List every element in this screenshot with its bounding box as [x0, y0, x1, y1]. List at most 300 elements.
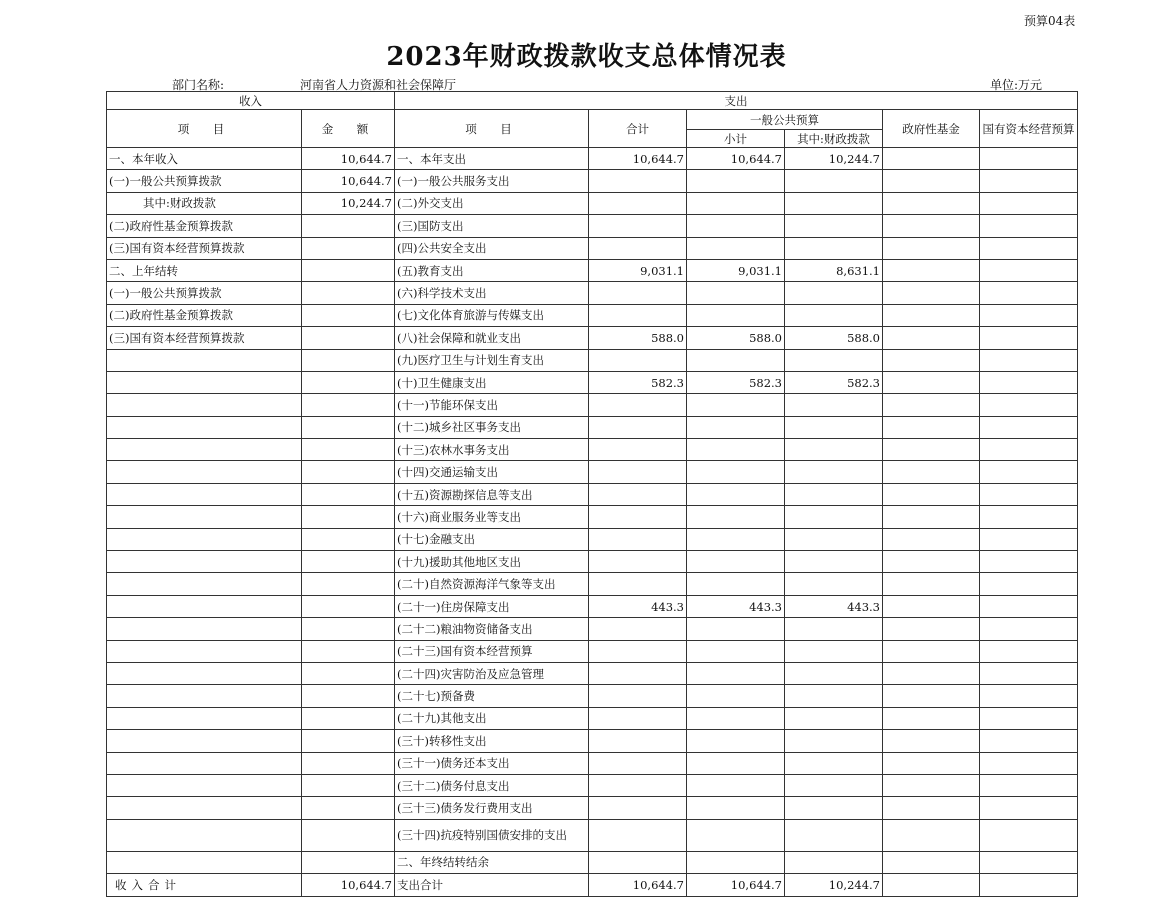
- expense-item-cell: (三十四)抗疫特别国债安排的支出: [395, 819, 589, 851]
- state-capital-cell: [980, 551, 1078, 573]
- fiscal-appropriation-cell: [785, 551, 883, 573]
- gov-fund-cell: [883, 573, 980, 595]
- income-amount-cell: [302, 483, 395, 505]
- gov-fund-cell: [883, 349, 980, 371]
- expense-total-cell: [589, 282, 687, 304]
- gov-fund-cell: [883, 595, 980, 617]
- table-row: [107, 774, 1078, 796]
- gov-fund-cell: [883, 394, 980, 416]
- table-row: [107, 439, 1078, 461]
- fiscal-appropriation-cell: [785, 730, 883, 752]
- fiscal-appropriation-cell: [785, 851, 883, 873]
- income-item-header: 项 目: [107, 110, 302, 148]
- expense-total-cell: [589, 237, 687, 259]
- gov-fund-cell: [883, 851, 980, 873]
- income-item-cell: 二、上年结转: [107, 259, 302, 281]
- state-capital-cell: [980, 192, 1078, 214]
- expense-item-cell: (六)科学技术支出: [395, 282, 589, 304]
- gov-fund-cell: [883, 215, 980, 237]
- expense-item-cell: (十七)金融支出: [395, 528, 589, 550]
- general-subtotal-cell: [687, 851, 785, 873]
- state-capital-cell: [980, 662, 1078, 684]
- gov-fund-cell: [883, 416, 980, 438]
- table-row: [107, 797, 1078, 819]
- income-item-cell: 其中:财政拨款: [107, 192, 302, 214]
- gov-fund-cell: [883, 483, 980, 505]
- fiscal-appropriation-cell: 10,244.7: [785, 874, 883, 896]
- income-item-cell: [107, 618, 302, 640]
- general-subtotal-cell: 443.3: [687, 595, 785, 617]
- expense-total-cell: [589, 439, 687, 461]
- general-subtotal-cell: [687, 573, 785, 595]
- fiscal-appropriation-cell: [785, 215, 883, 237]
- fiscal-appropriation-cell: [785, 640, 883, 662]
- expense-item-cell: (二十一)住房保障支出: [395, 595, 589, 617]
- income-amount-cell: [302, 774, 395, 796]
- table-row: [107, 707, 1078, 729]
- table-row: [107, 371, 1078, 393]
- gov-fund-cell: [883, 707, 980, 729]
- income-item-cell: [107, 461, 302, 483]
- income-amount-cell: [302, 416, 395, 438]
- expense-item-header: 项 目: [395, 110, 589, 148]
- income-item-cell: [107, 483, 302, 505]
- income-item-cell: [107, 797, 302, 819]
- gov-fund-cell: [883, 237, 980, 259]
- income-item-cell: (二)政府性基金预算拨款: [107, 215, 302, 237]
- state-capital-cell: [980, 237, 1078, 259]
- fiscal-appropriation-cell: [785, 752, 883, 774]
- expense-item-cell: 支出合计: [395, 874, 589, 896]
- total-header: 合计: [589, 110, 687, 148]
- income-item-cell: [107, 595, 302, 617]
- expense-item-cell: (八)社会保障和就业支出: [395, 327, 589, 349]
- gov-fund-cell: [883, 439, 980, 461]
- income-item-cell: [107, 551, 302, 573]
- expense-total-cell: [589, 192, 687, 214]
- state-capital-cell: [980, 439, 1078, 461]
- state-capital-header: 国有资本经营预算: [980, 110, 1078, 148]
- gov-fund-cell: [883, 618, 980, 640]
- expense-total-cell: [589, 528, 687, 550]
- gov-fund-cell: [883, 192, 980, 214]
- general-subtotal-cell: [687, 730, 785, 752]
- state-capital-cell: [980, 573, 1078, 595]
- state-capital-cell: [980, 148, 1078, 170]
- expense-header: 支出: [395, 92, 1078, 110]
- income-item-cell: [107, 819, 302, 851]
- income-item-cell: [107, 640, 302, 662]
- income-item-cell: 收入合计: [107, 874, 302, 896]
- table-row: [107, 215, 1078, 237]
- gov-fund-cell: [883, 461, 980, 483]
- income-amount-cell: [302, 439, 395, 461]
- income-amount-cell: [302, 752, 395, 774]
- expense-item-cell: (三)国防支出: [395, 215, 589, 237]
- expense-total-cell: [589, 819, 687, 851]
- expense-item-cell: (二十)自然资源海洋气象等支出: [395, 573, 589, 595]
- gov-fund-cell: [883, 551, 980, 573]
- table-row: [107, 730, 1078, 752]
- general-subtotal-cell: [687, 797, 785, 819]
- state-capital-cell: [980, 394, 1078, 416]
- fiscal-appropriation-cell: [785, 774, 883, 796]
- expense-item-cell: (十五)资源勘探信息等支出: [395, 483, 589, 505]
- fiscal-appropriation-cell: [785, 394, 883, 416]
- state-capital-cell: [980, 752, 1078, 774]
- income-item-cell: (一)一般公共预算拨款: [107, 282, 302, 304]
- gov-fund-cell: [883, 797, 980, 819]
- expense-item-cell: (十一)节能环保支出: [395, 394, 589, 416]
- general-subtotal-cell: [687, 551, 785, 573]
- income-item-cell: [107, 774, 302, 796]
- income-amount-cell: [302, 797, 395, 819]
- fiscal-appropriation-cell: [785, 170, 883, 192]
- general-subtotal-cell: [687, 685, 785, 707]
- expense-total-cell: [589, 349, 687, 371]
- gov-fund-cell: [883, 170, 980, 192]
- general-subtotal-cell: 9,031.1: [687, 259, 785, 281]
- fiscal-appropriation-cell: 443.3: [785, 595, 883, 617]
- table-row: [107, 528, 1078, 550]
- income-header: 收入: [107, 92, 395, 110]
- expense-item-cell: (三十一)债务还本支出: [395, 752, 589, 774]
- state-capital-cell: [980, 483, 1078, 505]
- fiscal-appropriation-cell: [785, 282, 883, 304]
- expense-total-cell: [589, 851, 687, 873]
- expense-total-cell: [589, 304, 687, 326]
- income-amount-cell: [302, 595, 395, 617]
- table-row: [107, 170, 1078, 192]
- expense-item-cell: (十四)交通运输支出: [395, 461, 589, 483]
- expense-item-cell: (七)文化体育旅游与传媒支出: [395, 304, 589, 326]
- income-amount-cell: [302, 371, 395, 393]
- state-capital-cell: [980, 685, 1078, 707]
- fiscal-appropriation-cell: [785, 662, 883, 684]
- expense-total-cell: [589, 618, 687, 640]
- income-amount-cell: [302, 851, 395, 873]
- expense-total-cell: [589, 170, 687, 192]
- income-amount-cell: [302, 461, 395, 483]
- income-item-cell: [107, 662, 302, 684]
- gov-fund-cell: [883, 327, 980, 349]
- fiscal-appropriation-cell: [785, 707, 883, 729]
- fiscal-appropriation-cell: 10,244.7: [785, 148, 883, 170]
- expense-item-cell: 一、本年支出: [395, 148, 589, 170]
- table-row: [107, 282, 1078, 304]
- fiscal-appropriation-cell: [785, 439, 883, 461]
- income-amount-cell: [302, 259, 395, 281]
- expense-total-cell: [589, 685, 687, 707]
- general-subtotal-cell: [687, 282, 785, 304]
- expense-item-cell: (三十三)债务发行费用支出: [395, 797, 589, 819]
- expense-item-cell: (二)外交支出: [395, 192, 589, 214]
- income-item-cell: [107, 730, 302, 752]
- expense-item-cell: (三十二)债务付息支出: [395, 774, 589, 796]
- table-row: [107, 851, 1078, 873]
- expense-item-cell: (二十四)灾害防治及应急管理: [395, 662, 589, 684]
- income-amount-cell: [302, 730, 395, 752]
- gov-fund-cell: [883, 259, 980, 281]
- general-subtotal-cell: [687, 192, 785, 214]
- general-subtotal-cell: [687, 662, 785, 684]
- expense-total-cell: [589, 752, 687, 774]
- expense-item-cell: (二十二)粮油物资储备支出: [395, 618, 589, 640]
- expense-total-cell: [589, 461, 687, 483]
- income-amount-cell: [302, 327, 395, 349]
- income-amount-cell: [302, 237, 395, 259]
- form-number: 预算04表: [1024, 14, 1076, 28]
- income-item-cell: [107, 371, 302, 393]
- fiscal-appropriation-cell: [785, 349, 883, 371]
- state-capital-cell: [980, 874, 1078, 896]
- income-item-cell: [107, 573, 302, 595]
- income-item-cell: (三)国有资本经营预算拨款: [107, 237, 302, 259]
- expense-total-cell: [589, 573, 687, 595]
- general-subtotal-cell: [687, 618, 785, 640]
- fiscal-appropriation-cell: [785, 685, 883, 707]
- income-amount-cell: 10,244.7: [302, 192, 395, 214]
- income-amount-cell: [302, 618, 395, 640]
- expense-item-cell: (十二)城乡社区事务支出: [395, 416, 589, 438]
- expense-total-cell: 10,644.7: [589, 148, 687, 170]
- income-item-cell: 一、本年收入: [107, 148, 302, 170]
- income-amount-cell: 10,644.7: [302, 148, 395, 170]
- general-subtotal-cell: [687, 439, 785, 461]
- expense-item-cell: (九)医疗卫生与计划生育支出: [395, 349, 589, 371]
- expense-item-cell: (四)公共安全支出: [395, 237, 589, 259]
- fiscal-appropriation-cell: 8,631.1: [785, 259, 883, 281]
- income-amount-cell: [302, 707, 395, 729]
- expense-total-cell: [589, 506, 687, 528]
- fiscal-appropriation-cell: [785, 483, 883, 505]
- state-capital-cell: [980, 259, 1078, 281]
- gov-fund-cell: [883, 304, 980, 326]
- fiscal-appropriation-cell: [785, 618, 883, 640]
- gov-fund-cell: [883, 874, 980, 896]
- expense-total-cell: 10,644.7: [589, 874, 687, 896]
- income-item-cell: (二)政府性基金预算拨款: [107, 304, 302, 326]
- fiscal-appropriation-cell: [785, 237, 883, 259]
- expense-item-cell: 二、年终结转结余: [395, 851, 589, 873]
- table-row: [107, 237, 1078, 259]
- income-amount-cell: [302, 662, 395, 684]
- income-amount-cell: [302, 685, 395, 707]
- expense-total-cell: [589, 774, 687, 796]
- table-row: [107, 416, 1078, 438]
- fiscal-appropriation-cell: [785, 797, 883, 819]
- table-row: [107, 551, 1078, 573]
- general-subtotal-cell: [687, 170, 785, 192]
- expense-item-cell: (十三)农林水事务支出: [395, 439, 589, 461]
- state-capital-cell: [980, 282, 1078, 304]
- expense-item-cell: (一)一般公共服务支出: [395, 170, 589, 192]
- table-row: [107, 349, 1078, 371]
- table-row: [107, 192, 1078, 214]
- income-amount-cell: [302, 349, 395, 371]
- table-row: [107, 640, 1078, 662]
- gov-fund-cell: [883, 662, 980, 684]
- state-capital-cell: [980, 170, 1078, 192]
- general-budget-header: 一般公共预算: [687, 110, 883, 130]
- expense-total-cell: [589, 662, 687, 684]
- state-capital-cell: [980, 349, 1078, 371]
- general-subtotal-cell: [687, 640, 785, 662]
- expense-item-cell: (五)教育支出: [395, 259, 589, 281]
- state-capital-cell: [980, 707, 1078, 729]
- general-subtotal-cell: 582.3: [687, 371, 785, 393]
- income-item-cell: [107, 349, 302, 371]
- expense-total-cell: [589, 483, 687, 505]
- general-subtotal-cell: [687, 483, 785, 505]
- department-name: 河南省人力资源和社会保障厅: [300, 78, 457, 92]
- table-row: [107, 506, 1078, 528]
- fiscal-appropriation-header: 其中:财政拨款: [785, 130, 883, 148]
- table-row: [107, 461, 1078, 483]
- income-item-cell: [107, 707, 302, 729]
- expense-total-cell: 588.0: [589, 327, 687, 349]
- expense-total-cell: [589, 551, 687, 573]
- general-subtotal-cell: [687, 819, 785, 851]
- expense-item-cell: (十九)援助其他地区支出: [395, 551, 589, 573]
- table-row: [107, 618, 1078, 640]
- unit-label: 单位:万元: [990, 78, 1043, 92]
- department-label: 部门名称:: [172, 78, 225, 92]
- expense-item-cell: (二十九)其他支出: [395, 707, 589, 729]
- general-subtotal-cell: [687, 416, 785, 438]
- general-subtotal-cell: [687, 774, 785, 796]
- expense-total-cell: [589, 640, 687, 662]
- expense-total-cell: 443.3: [589, 595, 687, 617]
- expense-total-cell: [589, 215, 687, 237]
- table-row: [107, 819, 1078, 851]
- table-row: [107, 595, 1078, 617]
- state-capital-cell: [980, 797, 1078, 819]
- income-amount-cell: [302, 528, 395, 550]
- gov-fund-cell: [883, 752, 980, 774]
- general-subtotal-cell: [687, 237, 785, 259]
- expense-total-cell: [589, 707, 687, 729]
- gov-fund-cell: [883, 730, 980, 752]
- gov-fund-cell: [883, 819, 980, 851]
- income-item-cell: [107, 752, 302, 774]
- income-item-cell: [107, 528, 302, 550]
- page-title: 2023年财政拨款收支总体情况表: [386, 42, 787, 72]
- general-subtotal-cell: [687, 304, 785, 326]
- state-capital-cell: [980, 774, 1078, 796]
- income-amount-cell: [302, 215, 395, 237]
- fiscal-appropriation-cell: [785, 819, 883, 851]
- income-amount-cell: [302, 819, 395, 851]
- state-capital-cell: [980, 416, 1078, 438]
- income-item-cell: (三)国有资本经营预算拨款: [107, 327, 302, 349]
- table-row: [107, 483, 1078, 505]
- expense-item-cell: (二十七)预备费: [395, 685, 589, 707]
- gov-fund-cell: [883, 148, 980, 170]
- gov-fund-header: 政府性基金: [883, 110, 980, 148]
- table-row: [107, 394, 1078, 416]
- fiscal-appropriation-cell: [785, 528, 883, 550]
- table-row: [107, 259, 1078, 281]
- state-capital-cell: [980, 371, 1078, 393]
- expense-total-cell: [589, 394, 687, 416]
- fiscal-appropriation-cell: [785, 461, 883, 483]
- fiscal-appropriation-cell: [785, 573, 883, 595]
- fiscal-appropriation-cell: [785, 304, 883, 326]
- state-capital-cell: [980, 506, 1078, 528]
- general-subtotal-cell: [687, 707, 785, 729]
- fiscal-appropriation-cell: [785, 506, 883, 528]
- gov-fund-cell: [883, 774, 980, 796]
- fiscal-appropriation-cell: 588.0: [785, 327, 883, 349]
- expense-total-cell: 9,031.1: [589, 259, 687, 281]
- budget-table: [106, 91, 1078, 897]
- fiscal-appropriation-cell: [785, 416, 883, 438]
- gov-fund-cell: [883, 282, 980, 304]
- table-row: [107, 148, 1078, 170]
- general-subtotal-cell: [687, 506, 785, 528]
- income-item-cell: [107, 394, 302, 416]
- expense-total-cell: [589, 730, 687, 752]
- table-row: [107, 685, 1078, 707]
- subtotal-header: 小计: [687, 130, 785, 148]
- income-amount-cell: 10,644.7: [302, 874, 395, 896]
- state-capital-cell: [980, 819, 1078, 851]
- income-item-cell: [107, 685, 302, 707]
- gov-fund-cell: [883, 506, 980, 528]
- table-row: [107, 304, 1078, 326]
- expense-item-cell: (三十)转移性支出: [395, 730, 589, 752]
- income-amount-cell: [302, 506, 395, 528]
- income-amount-cell: [302, 551, 395, 573]
- income-item-cell: [107, 439, 302, 461]
- state-capital-cell: [980, 528, 1078, 550]
- gov-fund-cell: [883, 685, 980, 707]
- fiscal-appropriation-cell: 582.3: [785, 371, 883, 393]
- table-row: [107, 573, 1078, 595]
- table-row: [107, 752, 1078, 774]
- state-capital-cell: [980, 215, 1078, 237]
- income-amount-cell: [302, 282, 395, 304]
- general-subtotal-cell: [687, 215, 785, 237]
- gov-fund-cell: [883, 371, 980, 393]
- expense-total-cell: [589, 797, 687, 819]
- fiscal-appropriation-cell: [785, 192, 883, 214]
- state-capital-cell: [980, 327, 1078, 349]
- income-amount-cell: [302, 640, 395, 662]
- table-row: [107, 327, 1078, 349]
- state-capital-cell: [980, 461, 1078, 483]
- expense-item-cell: (二十三)国有资本经营预算: [395, 640, 589, 662]
- general-subtotal-cell: [687, 528, 785, 550]
- general-subtotal-cell: 10,644.7: [687, 874, 785, 896]
- total-row: [107, 874, 1078, 896]
- state-capital-cell: [980, 304, 1078, 326]
- income-amount-cell: [302, 573, 395, 595]
- general-subtotal-cell: [687, 394, 785, 416]
- state-capital-cell: [980, 618, 1078, 640]
- general-subtotal-cell: 588.0: [687, 327, 785, 349]
- income-amount-cell: [302, 304, 395, 326]
- expense-item-cell: (十)卫生健康支出: [395, 371, 589, 393]
- income-item-cell: [107, 506, 302, 528]
- income-item-cell: [107, 416, 302, 438]
- state-capital-cell: [980, 595, 1078, 617]
- general-subtotal-cell: 10,644.7: [687, 148, 785, 170]
- income-item-cell: [107, 851, 302, 873]
- table-row: [107, 662, 1078, 684]
- expense-total-cell: [589, 416, 687, 438]
